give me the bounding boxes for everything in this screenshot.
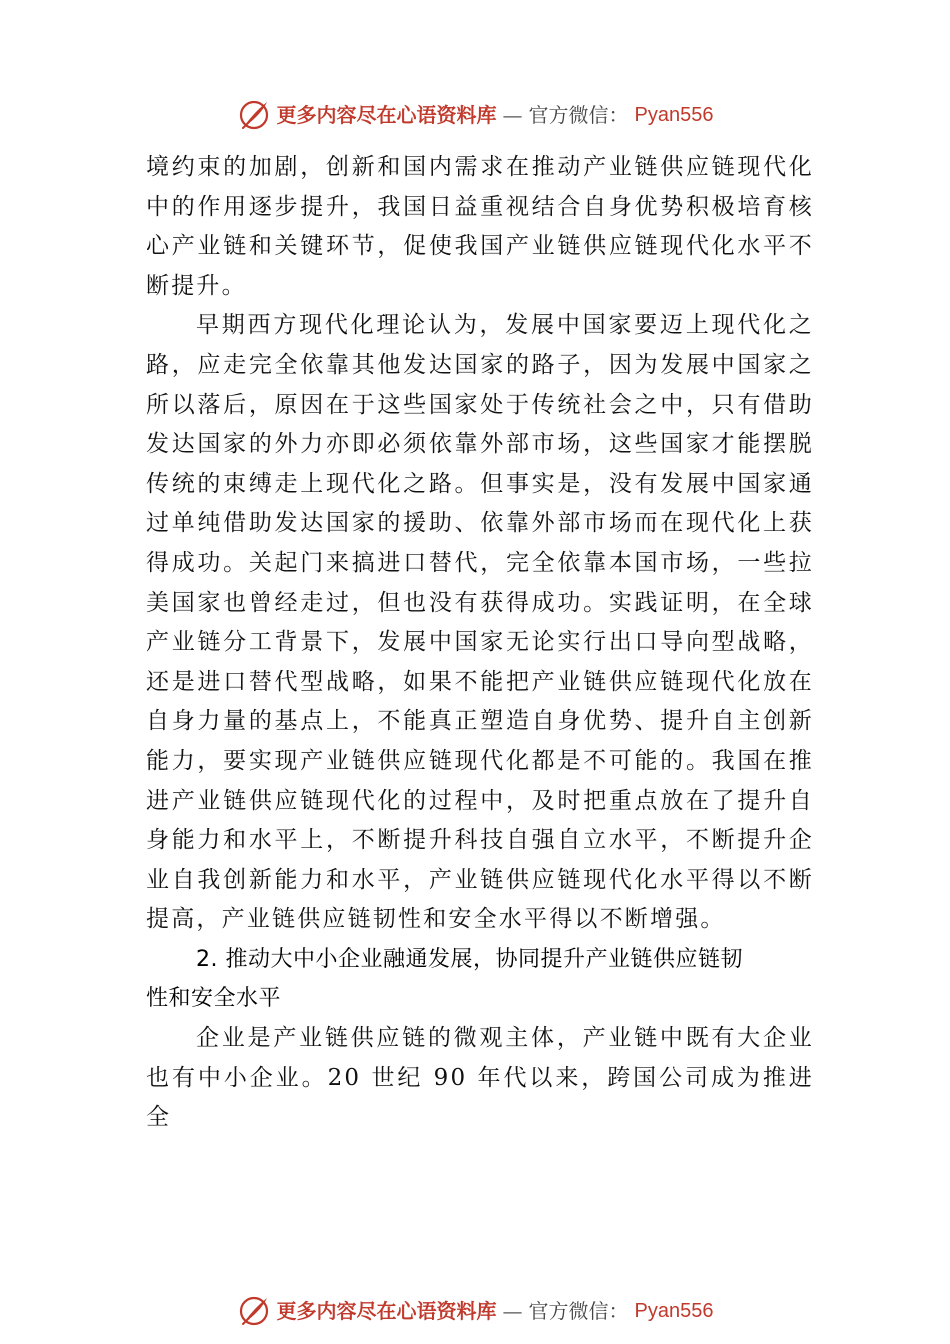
watermark-label: 官方微信： bbox=[528, 103, 629, 127]
watermark-separator: — bbox=[502, 103, 523, 127]
body-paragraph-1: 境约束的加剧，创新和国内需求在推动产业链供应链现代化中的作用逐步提升，我国日益重视结合自身优势积极培育核心产业链和关键环节，促使我国产业链供应链现代化水平不断提升。 bbox=[146, 154, 814, 299]
body-paragraph-2: 早期西方现代化理论认为，发展中国家要迈上现代化之路，应走完全依靠其他发达国家的路子，因为发展中国家之所以落后，原因在于这些国家处于传统社会之中，只有借助发达国家的外力亦即必须依靠外部市场，这些国家才能摆脱传统的束缚走上现代化之路。但事实是，没有发展中国家通过单纯借助发达国家的援助、依靠外部市场而在现代化上获得成功。关起门来搞进口替代，完全依靠本国市场，一些拉美国家也曾经走过，但也没有获得成功。实践证明，在全球产业链分工背景下，发展中国家无论实行出口导向型战略， 还是进口替代型战略，如果不能把产业链供应链现代化放在自身力量的基点上，不能真正塑造自身优势、提升自主创新能力，要实现产业链供应链现代化都是不可能的。我国在推进产业链供应链现代化的过程中，及时把重点放在了提升自身能力和水平上，不断提升科技自强自立水平，不断提升企业自我创新能力和水平，产业链供应链现代化水平得以不断提高，产业链供应链韧性和安全水平得以不断增强。 bbox=[146, 312, 814, 933]
section-heading bbox=[146, 940, 814, 1019]
footer-watermark bbox=[0, 1294, 950, 1328]
watermark-label: 官方微信： bbox=[528, 1299, 629, 1323]
body-paragraph-3: 企业是产业链供应链的微观主体，产业链中既有大企业也有中小企业。20 世纪 90 年代以来，跨国公司成为推进全 bbox=[146, 1025, 814, 1131]
quill-pen-logo-icon bbox=[237, 98, 271, 132]
watermark-wechat-id: Pyan556 bbox=[634, 104, 714, 126]
watermark-brand-text: 更多内容尽在心语资料库 bbox=[276, 1299, 497, 1323]
section-heading-line-1: 2. 推动大中小企业融通发展，协同提升产业链供应链韧 bbox=[196, 946, 743, 972]
watermark-separator: — bbox=[502, 1299, 523, 1323]
watermark-wechat-id: Pyan556 bbox=[634, 1300, 714, 1322]
quill-pen-logo-icon bbox=[237, 1294, 271, 1328]
document-body bbox=[146, 148, 814, 1138]
section-heading-line-2: 性和安全水平 bbox=[146, 986, 282, 1012]
header-watermark bbox=[0, 98, 950, 132]
watermark-brand-text: 更多内容尽在心语资料库 bbox=[276, 103, 497, 127]
